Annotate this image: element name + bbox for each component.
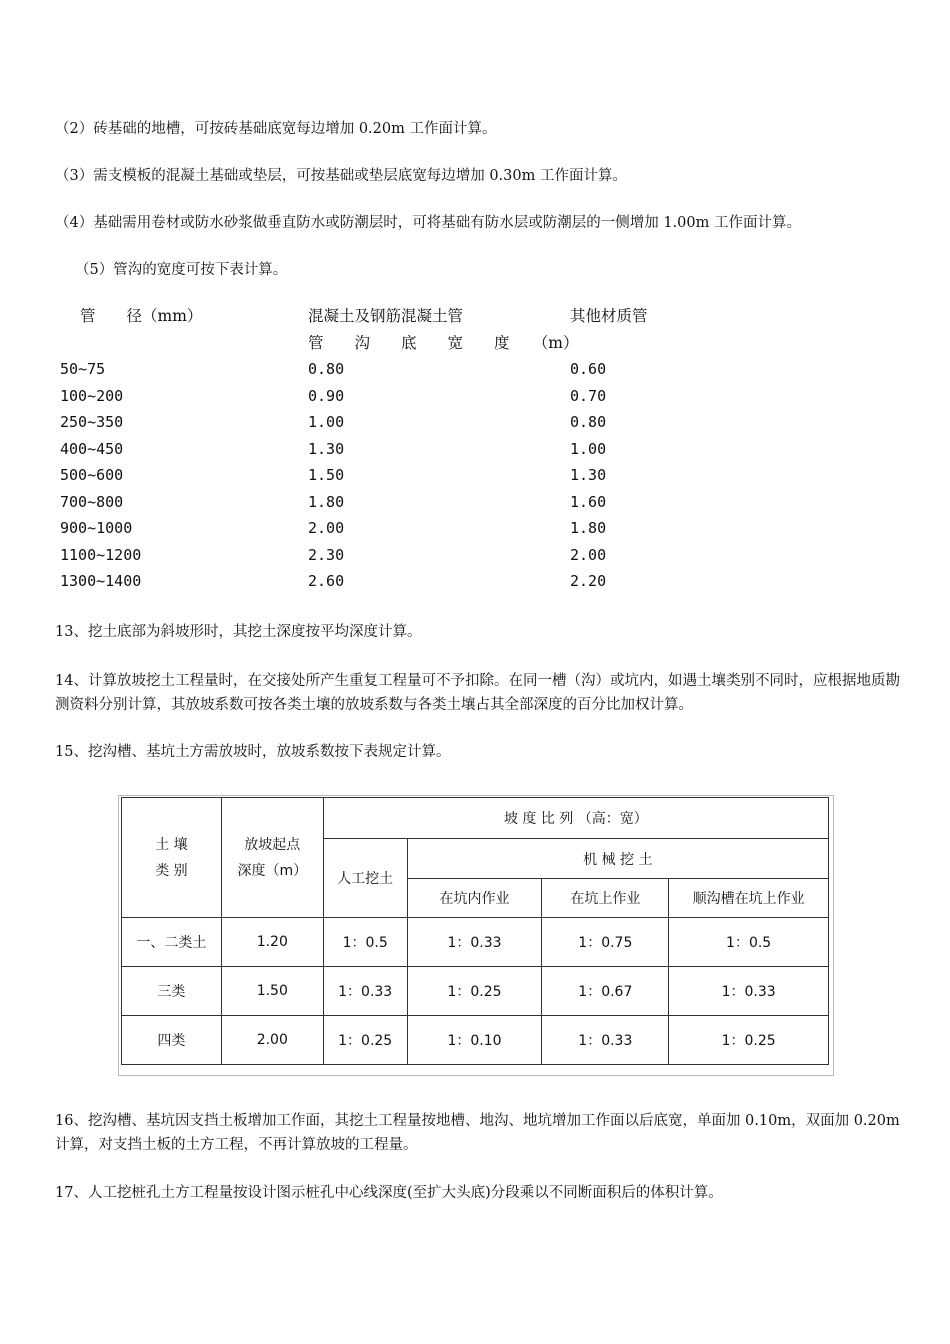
concrete-width: 0.90 <box>308 386 345 405</box>
along-trench-ratio: 1：0.5 <box>669 918 829 967</box>
paragraph-13: 13、挖土底部为斜坡形时，其挖土深度按平均深度计算。 <box>55 624 422 640</box>
soil-class: 四类 <box>122 1016 222 1065</box>
paragraph-3: （3）需支模板的混凝土基础或垫层，可按基础或垫层底宽每边增加 0.30m 工作面计算。 <box>55 168 627 184</box>
table-row <box>60 466 700 492</box>
in-pit-ratio: 1：0.10 <box>407 1016 542 1065</box>
paragraph-15: 15、挖沟槽、基坑土方需放坡时，放坡系数按下表规定计算。 <box>55 744 451 760</box>
on-pit-ratio: 1：0.67 <box>542 967 669 1016</box>
other-width: 0.80 <box>570 413 607 431</box>
pipe-diameter: 500~600 <box>60 466 124 484</box>
concrete-width: 0.80 <box>308 360 345 378</box>
manual-ratio: 1：0.25 <box>323 1016 407 1065</box>
paragraph-14: 14、计算放坡挖土工程量时，在交接处所产生重复工程量可不予扣除。在同一槽（沟）或坑内，如遇土壤类别不同时，应根据地质勘测资料分别计算，其放坡系数可按各类土壤的放坡系数与各类土壤占其全部深度的百分比加权计算。 <box>55 673 900 713</box>
concrete-width: 1.80 <box>308 492 345 511</box>
start-depth: 2.00 <box>221 1016 323 1065</box>
table-row <box>122 918 829 967</box>
table-row <box>60 413 700 439</box>
paragraph-4: （4）基础需用卷材或防水砂浆做垂直防水或防潮层时，可将基础有防水层或防潮层的一侧增加 1.00m 工作面计算。 <box>55 215 801 231</box>
table-row <box>60 387 700 413</box>
concrete-width: 1.50 <box>308 466 345 484</box>
concrete-width: 1.00 <box>308 413 345 431</box>
pipe-header-diameter: 管 径（mm） <box>80 307 203 325</box>
soil-class: 三类 <box>122 967 222 1016</box>
pipe-diameter: 100~200 <box>60 386 124 405</box>
concrete-width: 1.30 <box>308 439 345 458</box>
pipe-header-other: 其他材质管 <box>570 307 648 325</box>
table-row <box>60 360 700 386</box>
in-pit-ratio: 1：0.33 <box>407 918 542 967</box>
other-width: 1.30 <box>570 466 607 484</box>
start-depth: 1.50 <box>221 967 323 1016</box>
header-on-pit: 在坑上作业 <box>542 879 669 918</box>
pipe-diameter: 50~75 <box>60 360 106 378</box>
table-row <box>122 967 829 1016</box>
pipe-diameter: 1300~1400 <box>60 572 142 590</box>
table-row <box>60 572 700 598</box>
header-manual-excavation: 人工挖土 <box>323 839 407 918</box>
on-pit-ratio: 1：0.75 <box>542 918 669 967</box>
table-row <box>60 546 700 572</box>
along-trench-ratio: 1：0.33 <box>669 967 829 1016</box>
pipe-header-concrete: 混凝土及钢筋混凝土管 <box>308 307 464 325</box>
pipe-diameter: 1100~1200 <box>60 545 142 564</box>
pipe-diameter: 250~350 <box>60 413 124 431</box>
pipe-diameter: 700~800 <box>60 492 124 511</box>
in-pit-ratio: 1：0.25 <box>407 967 542 1016</box>
header-start-depth: 放坡起点 深度（m） <box>221 798 323 918</box>
other-width: 0.60 <box>570 360 607 378</box>
header-soil-type: 土 壤 类 别 <box>122 798 222 918</box>
header-along-trench: 顺沟槽在坑上作业 <box>669 879 829 918</box>
paragraph-17: 17、人工挖桩孔土方工程量按设计图示桩孔中心线深度(至扩大头底)分段乘以不同断面积后的体积计算。 <box>55 1185 723 1201</box>
paragraph-16: 16、挖沟槽、基坑因支挡土板增加工作面，其挖土工程量按地槽、地沟、地坑增加工作面以后底宽，单面加 0.10m，双面加 0.20m 计算，对支挡土板的土方工程，不再计算放坡的工程量。 <box>55 1113 900 1153</box>
paragraph-5: （5）管沟的宽度可按下表计算。 <box>75 262 288 278</box>
other-width: 1.80 <box>570 519 607 537</box>
manual-ratio: 1：0.33 <box>323 967 407 1016</box>
other-width: 2.20 <box>570 572 607 590</box>
concrete-width: 2.00 <box>308 519 345 537</box>
manual-ratio: 1：0.5 <box>323 918 407 967</box>
concrete-width: 2.30 <box>308 545 345 564</box>
header-slope-ratio: 坡 度 比 列 （高：宽） <box>323 798 828 839</box>
pipe-diameter: 400~450 <box>60 439 124 458</box>
header-in-pit: 在坑内作业 <box>407 879 542 918</box>
table-row <box>60 440 700 466</box>
start-depth: 1.20 <box>221 918 323 967</box>
paragraph-2: （2）砖基础的地槽，可按砖基础底宽每边增加 0.20m 工作面计算。 <box>55 121 497 137</box>
other-width: 2.00 <box>570 545 607 564</box>
table-row <box>122 1016 829 1065</box>
slope-coefficient-table <box>121 797 829 1065</box>
soil-class: 一、二类土 <box>122 918 222 967</box>
along-trench-ratio: 1：0.25 <box>669 1016 829 1065</box>
pipe-diameter: 900~1000 <box>60 519 133 537</box>
on-pit-ratio: 1：0.33 <box>542 1016 669 1065</box>
other-width: 1.60 <box>570 492 607 511</box>
other-width: 0.70 <box>570 386 607 405</box>
table-row <box>60 493 700 519</box>
table-row <box>60 519 700 545</box>
concrete-width: 2.60 <box>308 572 345 590</box>
header-machine-excavation: 机 械 挖 土 <box>407 839 828 879</box>
pipe-header-trench-width: 管 沟 底 宽 度 （m） <box>308 334 579 352</box>
other-width: 1.00 <box>570 439 607 458</box>
